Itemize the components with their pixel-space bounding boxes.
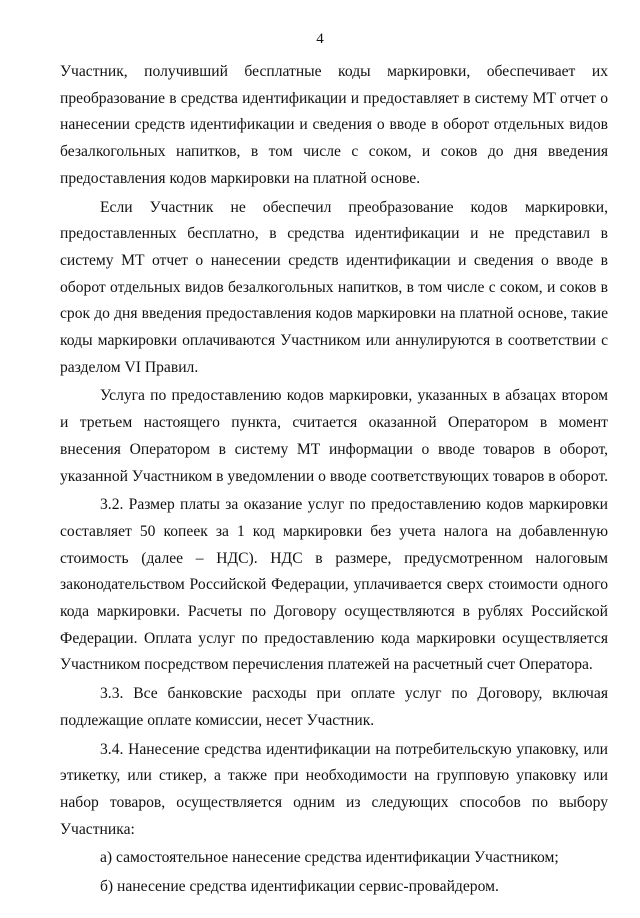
paragraph-3-2: 3.2. Размер платы за оказание услуг по предоставлению кодов маркировки составляет 50 копеек за 1 код маркировки без учета налога на добавленную стоимость (далее – НДС). НДС в размере, предусмотренном налоговым законодательством Российской Федерации, уплачивается сверх стоимости одного кода маркировки. Расчеты по Договору осуществляются в рублях Российской Федерации. Оплата услуг по предоставлению кода маркировки осуществляется Участником посредством перечисления платежей на расчетный счет Оператора. <box>60 496 608 674</box>
page-number: 4 <box>316 31 324 47</box>
document-body <box>60 59 608 901</box>
list-item-b: б) нанесение средства идентификации сервис-провайдером. <box>100 878 499 896</box>
paragraph-2: Если Участник не обеспечил преобразование кодов маркировки, предоставленных бесплатно, в средства идентификации и не представил в систему МТ отчет о нанесении средств идентификации и сведения о вводе в оборот отдельных видов безалкогольных напитков, в том числе с соком, и соков в срок до дня введения предоставления кодов маркировки на платной основе, такие коды маркировки оплачиваются Участником или аннулируются в соответствии с разделом VI Правил. <box>60 198 608 376</box>
paragraph-3-4: 3.4. Нанесение средства идентификации на потребительскую упаковку, или этикетку, или стикер, а также при необходимости на групповую упаковку или набор товаров, осуществляется одним из следующих способов по выбору Участника: <box>60 740 608 838</box>
paragraph-1: Участник, получивший бесплатные коды маркировки, обеспечивает их преобразование в средства идентификации и предоставляет в систему МТ отчет о нанесении средств идентификации и сведения о вводе в оборот отдельных видов безалкогольных напитков, в том числе с соком, и соков до дня введения предоставления кодов маркировки на платной основе. <box>60 63 608 187</box>
list-item-a: а) самостоятельное нанесение средства идентификации Участником; <box>100 849 559 867</box>
paragraph-3-3: 3.3. Все банковские расходы при оплате услуг по Договору, включая подлежащие оплате комиссии, несет Участник. <box>60 685 608 729</box>
paragraph-3: Услуга по предоставлению кодов маркировки, указанных в абзацах втором и третьем настоящего пункта, считается оказанной Оператором в момент внесения Оператором в систему МТ информации о вводе товаров в оборот, указанной Участником в уведомлении о вводе соответствующих товаров в оборот. <box>60 387 608 485</box>
